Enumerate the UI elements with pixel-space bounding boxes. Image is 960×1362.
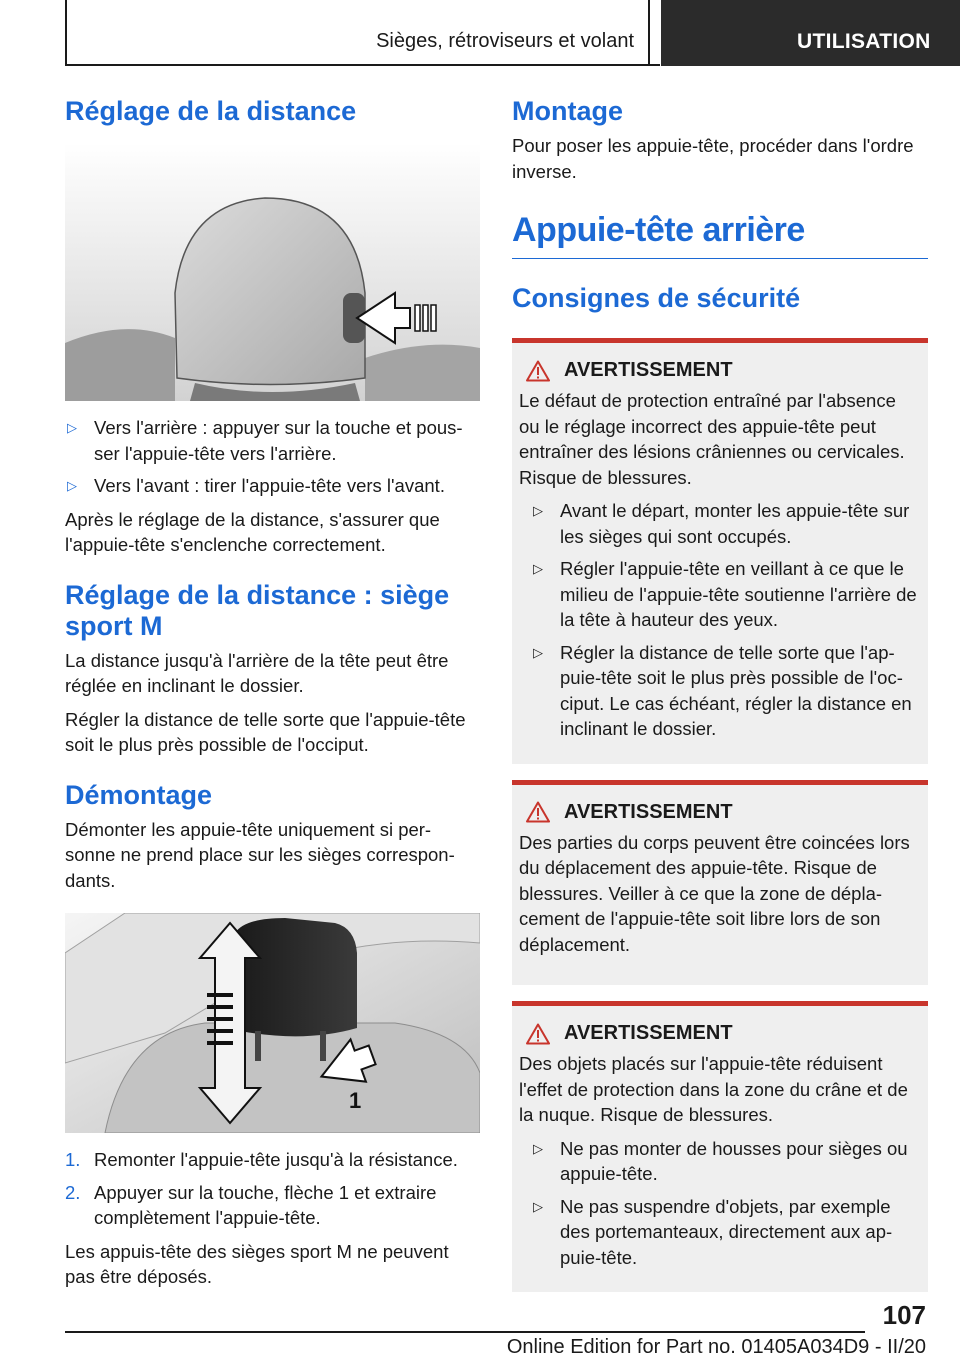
list-item: ▷ Ne pas monter de housses pour sièges ou appuie-tête. — [533, 1137, 908, 1184]
header-rule — [65, 64, 660, 66]
triangle-right-icon: ▷ — [67, 420, 77, 435]
headrest-removal-illustration — [65, 913, 480, 1133]
triangle-right-icon: ▷ — [533, 503, 543, 518]
chapter-title: Sièges, rétroviseurs et volant — [376, 30, 634, 52]
triangle-right-icon: ▷ — [533, 561, 543, 576]
list-item: 2. Appuyer sur la touche, flèche 1 et extraire complètement l'appuie-tête. — [65, 1181, 437, 1228]
triangle-right-icon: ▷ — [533, 1198, 543, 1214]
left-column — [65, 96, 480, 1298]
list-item: ▷ Ne pas suspendre d'objets, par exemple des portemanteaux, directement aux ap-puie-tête. — [533, 1195, 893, 1268]
heading-rear-headrest: Appuie-tête arrière — [512, 210, 928, 259]
footer-rule — [65, 1331, 865, 1333]
callout-1: 1 — [349, 1088, 362, 1113]
step-number: 1. — [65, 1149, 81, 1170]
figure-headrest-removal — [65, 913, 480, 1133]
warning-box — [512, 780, 928, 986]
warning-title: AVERTISSEMENT — [519, 359, 920, 382]
list-item: ▷ Vers l'avant : tirer l'appuie-tête vers l'avant. — [65, 473, 480, 499]
warning-title: AVERTISSEMENT — [519, 801, 920, 824]
demontage-paragraph: Démonter les appuie-tête uniquement si per-sonne ne prend place sur les sièges correspon-dants. — [65, 818, 455, 891]
list-item: ▷ Vers l'arrière : appuyer sur la touche et pous-ser l'appuie-tête vers l'arrière. — [67, 417, 463, 464]
heading-demontage: Démontage — [65, 779, 213, 810]
sport-m-paragraph-2: Régler la distance de telle sorte que l'appuie-tête soit le plus près possible de l'occiput. — [65, 708, 466, 755]
list-item: ▷ Régler l'appuie-tête en veillant à ce que le milieu de l'appuie-tête soutienne l'arrière de la tête à hauteur des yeux. — [533, 558, 917, 630]
warning-bullet-list — [519, 498, 920, 742]
figure-headrest-distance — [65, 143, 480, 401]
heading-distance: Réglage de la distance — [65, 96, 357, 126]
distance-after-text: Après le réglage de la distance, s'assurer que l'appuie-tête s'enclenche correctement. — [65, 508, 440, 555]
heading-montage: Montage — [512, 96, 623, 126]
triangle-right-icon: ▷ — [533, 644, 543, 660]
list-item: 1. Remonter l'appuie-tête jusqu'à la résistance. — [65, 1147, 480, 1173]
warning-triangle-icon — [526, 801, 550, 823]
triangle-right-icon: ▷ — [67, 478, 77, 493]
warning-triangle-icon — [526, 360, 550, 382]
page-number: 107 — [882, 1300, 926, 1330]
removal-step-list — [65, 1147, 480, 1231]
warning-text: Le défaut de protection entraîné par l'absence ou le réglage incorrect des appuie-tête peut entraîner des lésions crâniennes ou cervicales. Risque de blessures. — [519, 390, 905, 488]
warning-triangle-icon — [526, 1023, 550, 1045]
warning-box — [512, 1001, 928, 1292]
warning-text: Des parties du corps peuvent être coincées lors du déplacement des appuie-tête. Risque de blessures. Veiller à ce que la zone de dépla-cement de l'appuie-tête soit libre lors de son déplacement. — [519, 831, 910, 955]
step-number: 2. — [65, 1181, 81, 1203]
distance-bullet-list — [65, 415, 480, 499]
list-item: ▷ Avant le départ, monter les appuie-tête sur les sièges qui sont occupés. — [533, 500, 910, 547]
heading-distance-sport-m: Réglage de la distance : siège sport M — [65, 579, 450, 641]
headrest-distance-illustration — [65, 143, 480, 401]
triangle-right-icon: ▷ — [533, 1140, 543, 1156]
warning-title: AVERTISSEMENT — [519, 1022, 920, 1045]
edition-text: Online Edition for Part no. 01405A034D9 - II/20 — [506, 1336, 926, 1358]
warning-text: Des objets placés sur l'appuie-tête réduisent l'effet de protection dans la zone du crâne et de la nuque. Risque de blessures. — [519, 1053, 908, 1125]
heading-safety: Consignes de sécurité — [512, 283, 801, 313]
section-tab[interactable]: UTILISATION — [661, 0, 960, 66]
sport-note: Les appuis-tête des sièges sport M ne peuvent pas être déposés. — [65, 1240, 449, 1287]
list-item: ▷ Régler la distance de telle sorte que l'ap-puie-tête soit le plus près possible de l'oc-ciput. Le cas échéant, régler la distance en inclinant le dossier. — [533, 641, 912, 739]
header-left-rule — [65, 0, 67, 66]
montage-paragraph: Pour poser les appuie-tête, procéder dans l'ordre inverse. — [512, 135, 914, 182]
header-right-rule — [648, 0, 650, 66]
warning-box — [512, 338, 928, 764]
warning-bullet-list — [519, 1136, 920, 1271]
sport-m-paragraph-1: La distance jusqu'à l'arrière de la tête peut être réglée en inclinant le dossier. — [65, 649, 449, 696]
right-column — [512, 96, 928, 1292]
